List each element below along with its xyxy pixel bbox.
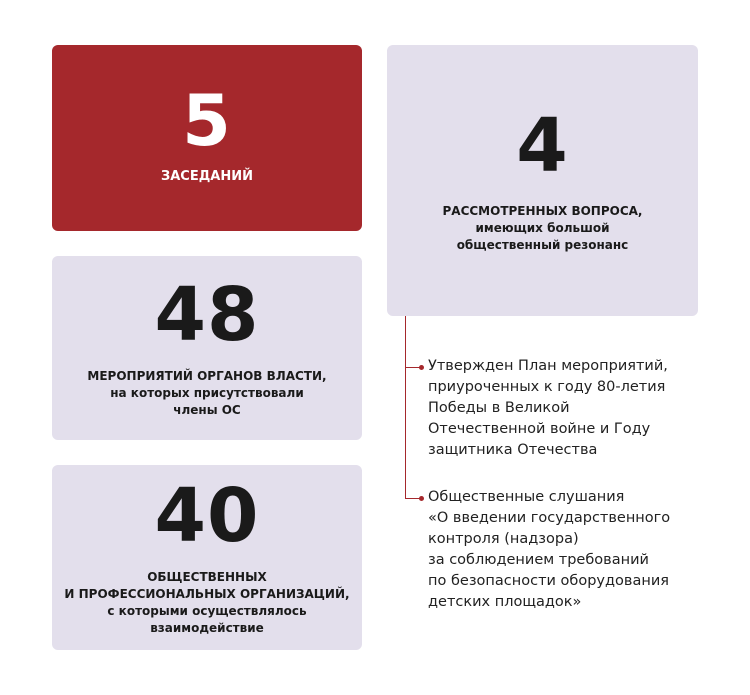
timeline-dot — [419, 365, 424, 370]
stat-label — [87, 368, 326, 419]
timeline-item — [428, 487, 728, 613]
timeline-dot — [419, 496, 424, 501]
timeline-text-line: приуроченных к году 80-летия — [428, 379, 666, 395]
stat-label-line: на которых присутствовали — [110, 385, 304, 400]
stat-label-line: общественный резонанс — [456, 238, 629, 252]
stat-card-organizations — [52, 465, 362, 650]
stat-number: 4 — [516, 103, 569, 189]
stat-label — [64, 569, 349, 637]
timeline-text-line: детских площадок» — [428, 594, 582, 610]
timeline-item — [428, 356, 728, 461]
stat-card-sessions — [52, 45, 362, 231]
stat-label-line: И ПРОФЕССИОНАЛЬНЫХ ОРГАНИЗАЦИЙ, — [64, 586, 350, 601]
timeline-text-line: Победы в Великой — [428, 400, 570, 416]
stat-label — [161, 168, 253, 185]
stat-label-line: МЕРОПРИЯТИЙ ОРГАНОВ ВЛАСТИ, — [87, 368, 327, 383]
timeline-text-line: защитника Отечества — [428, 442, 598, 458]
timeline-text-line: контроля (надзора) — [428, 531, 579, 547]
stat-number: 5 — [182, 79, 232, 162]
stat-card-events — [52, 256, 362, 440]
stat-label — [442, 203, 642, 254]
stat-label-line: взаимодействие — [150, 620, 264, 635]
timeline-text-line: за соблюдением требований — [428, 552, 649, 568]
stat-number: 48 — [154, 271, 260, 358]
stat-number: 40 — [154, 472, 260, 559]
timeline-text-line: Отечественной войне и Году — [428, 421, 651, 437]
timeline-line — [405, 316, 406, 499]
timeline-text-line: Утвержден План мероприятий, — [428, 358, 668, 374]
stat-label-line: с которыми осуществлялось — [107, 603, 307, 618]
stat-label-line: РАССМОТРЕННЫХ ВОПРОСА, — [442, 204, 643, 218]
timeline-text-line: Общественные слушания — [428, 489, 625, 505]
stat-label-line: имеющих большой — [475, 221, 610, 235]
stat-card-questions — [387, 45, 698, 316]
stat-label-line: члены ОС — [173, 402, 241, 417]
stat-label-line: ОБЩЕСТВЕННЫХ — [147, 569, 267, 584]
stat-label-line: ЗАСЕДАНИЙ — [161, 168, 253, 184]
timeline-text-line: по безопасности оборудования — [428, 573, 669, 589]
timeline-text-line: «О введении государственного — [428, 510, 671, 526]
